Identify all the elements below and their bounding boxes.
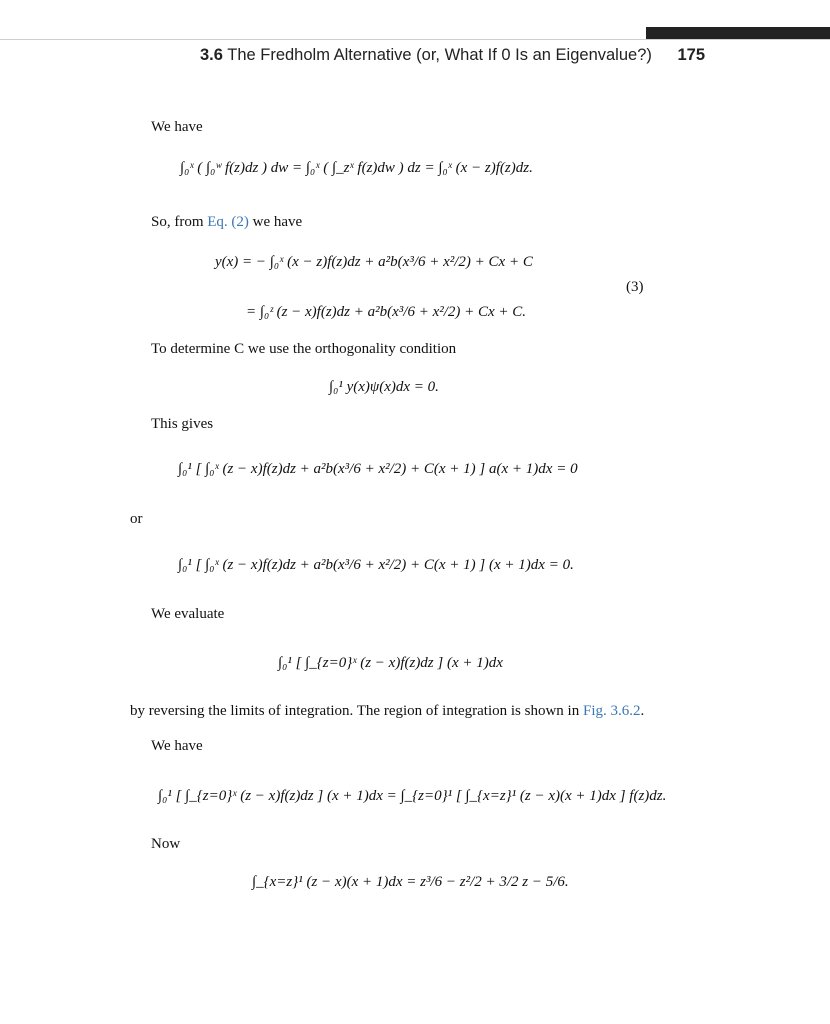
equation-link[interactable]: Eq. (2) xyxy=(207,214,249,230)
paragraph: by reversing the limits of integration. The region of integration is shown in Fig. 3.6.2. xyxy=(130,703,645,719)
paragraph: To determine C we use the orthogonality condition xyxy=(151,341,457,357)
header-rule xyxy=(0,39,830,40)
paragraph: This gives xyxy=(151,416,214,432)
paragraph: Now xyxy=(151,836,181,852)
equation-1: ∫₀ˣ ( ∫₀ʷ f(z)dz ) dw = ∫₀ˣ ( ∫_zˣ f(z)dw ) dz = ∫₀ˣ (x − z)f(z)dz. xyxy=(180,160,533,176)
equation-3: ∫₀¹ y(x)ψ(x)dx = 0. xyxy=(329,379,439,395)
section-number: 3.6 xyxy=(200,46,223,64)
running-header xyxy=(200,46,705,70)
paragraph: So, from Eq. (2) we have xyxy=(151,214,303,230)
header-bar xyxy=(646,27,830,39)
equation-7: ∫₀¹ [ ∫_{z=0}ˣ (z − x)f(z)dz ] (x + 1)dx = ∫_{z=0}¹ [ ∫_{x=z}¹ (z − x)(x + 1)dx ] f(z)dz. xyxy=(158,788,667,804)
paragraph: We have xyxy=(151,119,203,135)
equation-2a: y(x) = − ∫₀ˣ (x − z)f(z)dz + a²b(x³/6 + x²/2) + Cx + C xyxy=(215,254,533,270)
equation-8: ∫_{x=z}¹ (z − x)(x + 1)dx = z³/6 − z²/2 + 3/2 z − 5/6. xyxy=(252,874,569,890)
equation-5: ∫₀¹ [ ∫₀ˣ (z − x)f(z)dz + a²b(x³/6 + x²/2) + C(x + 1) ] (x + 1)dx = 0. xyxy=(178,557,574,573)
figure-link[interactable]: Fig. 3.6.2 xyxy=(582,703,641,719)
paragraph: We evaluate xyxy=(151,606,225,622)
equation-number: (3) xyxy=(626,279,644,295)
paragraph: We have xyxy=(151,738,203,754)
section-title: The Fredholm Alternative (or, What If 0 Is an Eigenvalue?) xyxy=(227,46,652,64)
equation-2b: = ∫₀ᶻ (z − x)f(z)dz + a²b(x³/6 + x²/2) + Cx + C. xyxy=(246,304,527,320)
page-number: 175 xyxy=(677,46,705,64)
paragraph: or xyxy=(130,511,143,527)
equation-6: ∫₀¹ [ ∫_{z=0}ˣ (z − x)f(z)dz ] (x + 1)dx xyxy=(278,655,503,671)
equation-4: ∫₀¹ [ ∫₀ˣ (z − x)f(z)dz + a²b(x³/6 + x²/2) + C(x + 1) ] a(x + 1)dx = 0 xyxy=(178,461,578,477)
